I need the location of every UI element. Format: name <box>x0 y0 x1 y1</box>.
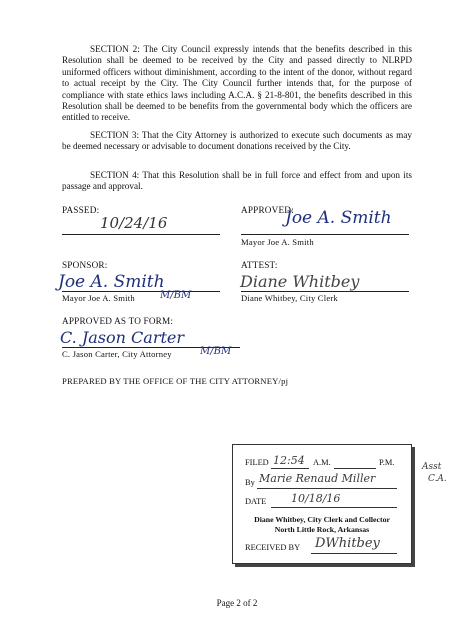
city-attorney-name: C. Jason Carter, City Attorney <box>62 349 172 359</box>
attest-signature: Diane Whitbey <box>240 272 360 291</box>
sponsor-label: SPONSOR: <box>62 260 108 270</box>
clerk-title: Diane Whitbey, City Clerk and Collector <box>254 515 390 524</box>
approved-name: Mayor Joe A. Smith <box>241 237 314 247</box>
prepared-by-note: PREPARED BY THE OFFICE OF THE CITY ATTORNEY/pj <box>62 376 289 386</box>
sponsor-signature: Joe A. Smith <box>58 272 165 292</box>
by-label: By <box>245 478 255 487</box>
passed-signature-line <box>62 234 220 235</box>
section-2-text: SECTION 2: The City Council expressly intends that the benefits described in this Resolution shall be deemed to be received by the City and passed directly to NLRPD uniformed officers without diminishment, according to the intent of the donor, without regard to actual receipt by the City. The City Council further intends that, for the purpose of compliance with state ethics laws including A.C.A. § 21-8-801, the benefits described in this Resolution shall be deemed to be benefits from the governmental body which the officers are entitled to receive. <box>62 44 412 123</box>
received-by-label: RECEIVED BY <box>245 543 301 552</box>
section-4-text: SECTION 4: That this Resolution shall be in full force and effect from and upon its passage and approval. <box>62 170 412 192</box>
received-by-signature: DWhitbey <box>315 536 380 551</box>
filed-label: FILED <box>245 458 269 467</box>
city-attorney-signature: C. Jason Carter <box>60 328 185 347</box>
section-3-paragraph <box>62 130 412 153</box>
am-label: A.M. <box>313 458 331 467</box>
section-4-paragraph <box>62 170 412 193</box>
filed-time-line <box>271 468 309 469</box>
attest-label: ATTEST: <box>241 260 278 270</box>
attest-signature-line <box>241 291 409 292</box>
filed-date-value: 10/18/16 <box>291 492 341 505</box>
clerk-city: North Little Rock, Arkansas <box>274 525 370 534</box>
pm-label: P.M. <box>379 458 395 467</box>
filed-time: 12:54 <box>273 454 305 467</box>
filed-stamp-box <box>232 444 412 564</box>
approved-as-to-form-label: APPROVED AS TO FORM: <box>62 316 174 326</box>
by-signature: Marie Renaud Miller <box>259 472 376 485</box>
approved-signature-line <box>241 234 409 235</box>
approved-signature: Joe A. Smith <box>285 208 392 228</box>
sponsor-name: Mayor Joe A. Smith <box>62 293 135 303</box>
page-number: Page 2 of 2 <box>216 598 258 608</box>
sponsor-signature-line <box>62 291 220 292</box>
passed-label: PASSED: <box>62 205 100 215</box>
received-by-line <box>311 553 397 554</box>
date-line <box>271 507 397 508</box>
city-attorney-initials: M/BM <box>200 346 232 357</box>
margin-note-line-1: Asst <box>422 462 442 472</box>
sponsor-initials: M/BM <box>160 290 192 301</box>
attest-name: Diane Whitbey, City Clerk <box>241 293 338 303</box>
section-3-text: SECTION 3: That the City Attorney is authorized to execute such documents as may be deemed necessary or advisable to document donations received by the City. <box>62 130 412 152</box>
margin-note-line-2: C.A. <box>428 474 447 484</box>
section-2-paragraph <box>62 44 412 124</box>
passed-date: 10/24/16 <box>100 214 168 232</box>
by-line <box>257 488 397 489</box>
date-label: DATE <box>245 497 267 506</box>
pm-line <box>334 468 376 469</box>
approved-label: APPROVED: <box>241 205 294 215</box>
